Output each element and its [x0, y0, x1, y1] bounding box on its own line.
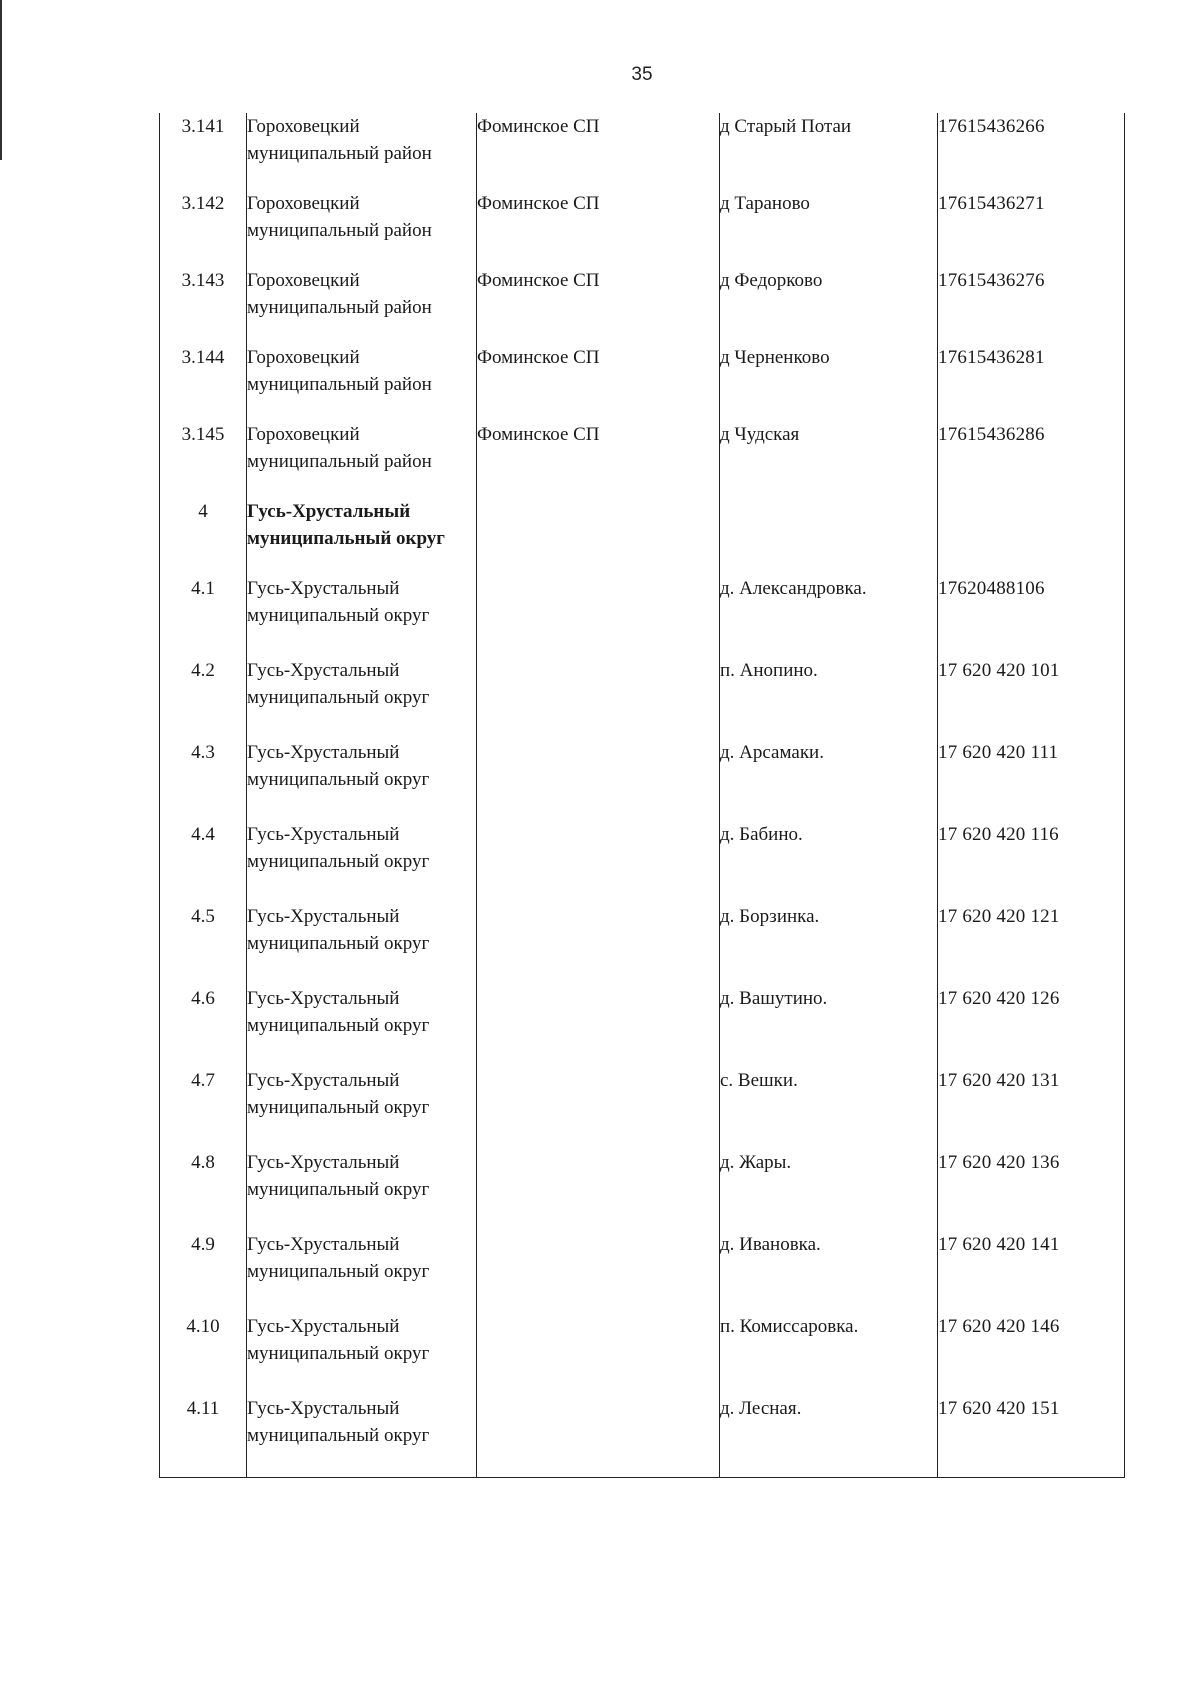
locality-name: д. Ивановка. — [720, 1231, 938, 1313]
table-row — [160, 267, 1125, 344]
locality-name: д. Арсамаки. — [720, 739, 938, 821]
row-number: 4.2 — [160, 657, 247, 739]
settlement-name: Фоминское СП — [477, 344, 720, 421]
row-number: 3.142 — [160, 190, 247, 267]
table-row — [160, 903, 1125, 985]
oktmo-code: 17615436271 — [938, 190, 1125, 267]
locality-name: д Чудская — [720, 421, 938, 498]
row-number: 4.10 — [160, 1313, 247, 1395]
table-row — [160, 1149, 1125, 1231]
area-name: Гусь-Хрустальный муниципальный округ — [247, 1231, 477, 1313]
oktmo-code — [938, 498, 1125, 575]
locality-name: д. Борзинка. — [720, 903, 938, 985]
row-number: 4.3 — [160, 739, 247, 821]
settlement-name: Фоминское СП — [477, 267, 720, 344]
settlement-name: Фоминское СП — [477, 190, 720, 267]
table-row — [160, 1395, 1125, 1477]
area-name: Гусь-Хрустальный муниципальный округ — [247, 1395, 477, 1477]
locality-name: д. Бабино. — [720, 821, 938, 903]
locality-name: д Тараново — [720, 190, 938, 267]
registry-table — [159, 113, 1125, 1478]
settlement-name — [477, 1231, 720, 1313]
settlement-name — [477, 821, 720, 903]
settlement-name — [477, 1149, 720, 1231]
row-number: 3.144 — [160, 344, 247, 421]
table-row — [160, 498, 1125, 575]
locality-name: д Федорково — [720, 267, 938, 344]
locality-name: д. Вашутино. — [720, 985, 938, 1067]
settlement-name — [477, 498, 720, 575]
locality-name: с. Вешки. — [720, 1067, 938, 1149]
oktmo-code: 17 620 420 116 — [938, 821, 1125, 903]
table-row — [160, 113, 1125, 190]
locality-name — [720, 498, 938, 575]
area-name: Гусь-Хрустальный муниципальный округ — [247, 985, 477, 1067]
settlement-name — [477, 903, 720, 985]
table-row — [160, 657, 1125, 739]
locality-name: п. Комиссаровка. — [720, 1313, 938, 1395]
oktmo-code: 17 620 420 131 — [938, 1067, 1125, 1149]
page-number: 35 — [631, 64, 653, 85]
area-name: Гусь-Хрустальный муниципальный округ — [247, 575, 477, 657]
area-name: Гусь-Хрустальный муниципальный округ — [247, 821, 477, 903]
row-number: 4.5 — [160, 903, 247, 985]
area-name: Гороховецкий муниципальный район — [247, 267, 477, 344]
settlement-name — [477, 657, 720, 739]
table-row — [160, 344, 1125, 421]
row-number: 4.8 — [160, 1149, 247, 1231]
locality-name: п. Анопино. — [720, 657, 938, 739]
oktmo-code: 17 620 420 136 — [938, 1149, 1125, 1231]
oktmo-code: 17 620 420 146 — [938, 1313, 1125, 1395]
locality-name: д Черненково — [720, 344, 938, 421]
oktmo-code: 17 620 420 101 — [938, 657, 1125, 739]
oktmo-code: 17 620 420 111 — [938, 739, 1125, 821]
oktmo-code: 17615436266 — [938, 113, 1125, 190]
settlement-name — [477, 739, 720, 821]
table-row — [160, 421, 1125, 498]
scan-edge-line — [0, 0, 2, 160]
locality-name: д. Александровка. — [720, 575, 938, 657]
table-row — [160, 821, 1125, 903]
table-row — [160, 739, 1125, 821]
row-number: 4.4 — [160, 821, 247, 903]
row-number: 4.11 — [160, 1395, 247, 1477]
row-number: 4.1 — [160, 575, 247, 657]
row-number: 3.143 — [160, 267, 247, 344]
row-number: 4.6 — [160, 985, 247, 1067]
area-name: Гусь-Хрустальный муниципальный округ — [247, 1313, 477, 1395]
settlement-name — [477, 575, 720, 657]
oktmo-code: 17615436281 — [938, 344, 1125, 421]
oktmo-code: 17615436286 — [938, 421, 1125, 498]
oktmo-code: 17 620 420 141 — [938, 1231, 1125, 1313]
row-number: 3.141 — [160, 113, 247, 190]
oktmo-code: 17 620 420 151 — [938, 1395, 1125, 1477]
area-name: Гусь-Хрустальный муниципальный округ — [247, 657, 477, 739]
oktmo-code: 17 620 420 126 — [938, 985, 1125, 1067]
row-number: 4.7 — [160, 1067, 247, 1149]
settlement-name — [477, 1313, 720, 1395]
table-row — [160, 1313, 1125, 1395]
settlement-name — [477, 1395, 720, 1477]
oktmo-code: 17615436276 — [938, 267, 1125, 344]
settlement-name: Фоминское СП — [477, 113, 720, 190]
area-name: Гороховецкий муниципальный район — [247, 421, 477, 498]
table-row — [160, 985, 1125, 1067]
locality-name: д. Лесная. — [720, 1395, 938, 1477]
row-number: 4 — [160, 498, 247, 575]
row-number: 3.145 — [160, 421, 247, 498]
area-name: Гусь-Хрустальный муниципальный округ — [247, 1149, 477, 1231]
area-name: Гусь-Хрустальный муниципальный округ — [247, 1067, 477, 1149]
table-row — [160, 190, 1125, 267]
table-row — [160, 575, 1125, 657]
locality-name: д Старый Потаи — [720, 113, 938, 190]
oktmo-code: 17620488106 — [938, 575, 1125, 657]
area-name: Гороховецкий муниципальный район — [247, 190, 477, 267]
registry-rows — [160, 113, 1125, 1477]
area-name: Гусь-Хрустальный муниципальный округ — [247, 739, 477, 821]
settlement-name — [477, 1067, 720, 1149]
area-name: Гусь-Хрустальный муниципальный округ — [247, 903, 477, 985]
settlement-name — [477, 985, 720, 1067]
table-row — [160, 1067, 1125, 1149]
area-name: Гороховецкий муниципальный район — [247, 113, 477, 190]
area-name: Гусь-Хрустальный муниципальный округ — [247, 498, 477, 575]
area-name: Гороховецкий муниципальный район — [247, 344, 477, 421]
oktmo-code: 17 620 420 121 — [938, 903, 1125, 985]
settlement-name: Фоминское СП — [477, 421, 720, 498]
locality-name: д. Жары. — [720, 1149, 938, 1231]
row-number: 4.9 — [160, 1231, 247, 1313]
table-row — [160, 1231, 1125, 1313]
